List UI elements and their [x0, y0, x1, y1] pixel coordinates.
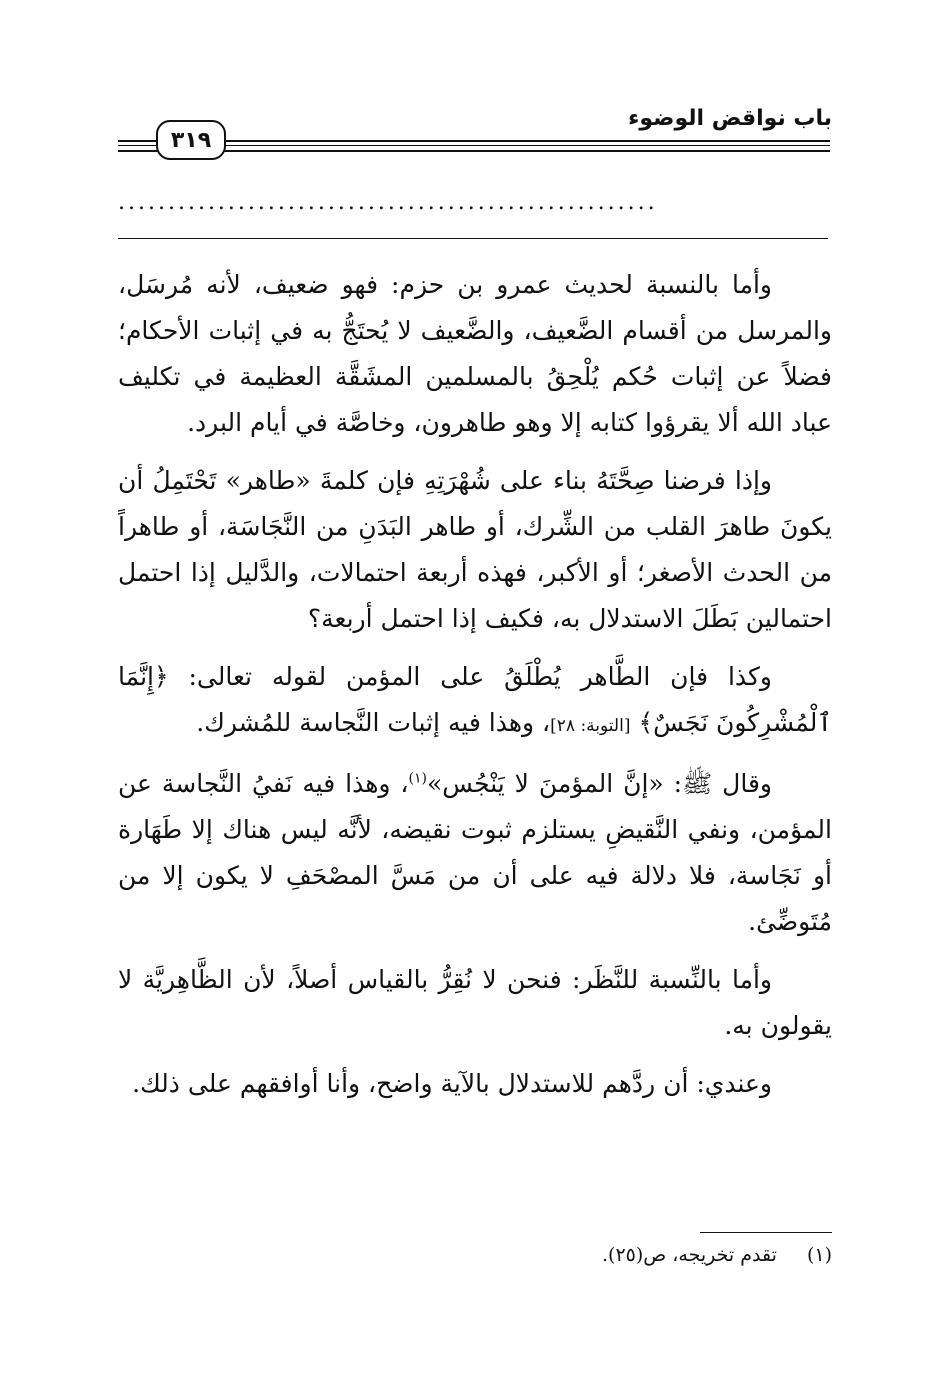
page-number: ٣١٩ — [156, 120, 226, 160]
footnote — [602, 1244, 832, 1266]
footnote-number: (١) — [806, 1244, 832, 1266]
paragraph — [118, 654, 832, 749]
paragraph-text: وقال ﷺ: «إنَّ المؤمنَ لا يَنْجُس» — [426, 769, 772, 798]
paragraph-text: وكذا فإن الطَّاهر يُطْلَقُ على المؤمن لقوله تعالى: ﴿إِنَّمَا ٱلْمُشْرِكُونَ نَجَسٌ﴾ — [118, 662, 832, 737]
quran-citation: [التوبة: ٢٨] — [550, 716, 631, 736]
paragraph-text: ، وهذا فيه نَفيُ النَّجاسة عن المؤمن، ونفي النَّقيضِ يستلزم ثبوت نقيضه، لأنَّه ليس هناك إلا طَهَارة أو نَجَاسة، فلا دلالة فيه على أن من مَسَّ المصْحَفِ لا يكون إلا من مُتَوضِّئ. — [118, 769, 832, 936]
dotted-separator: ...................................................... — [118, 190, 658, 215]
separator-rule — [118, 238, 828, 239]
paragraph: وإذا فرضنا صِحَّتَهُ بناء على شُهْرَتِهِ فإن كلمةَ «طاهر» تَحْتَمِلُ أن يكونَ طاهرَ القلب من الشِّرك، أو طاهر البَدَنِ من النَّجَاسَة، أو طاهراً من الحدث الأصغر؛ أو الأكبر، فهذه أربعة احتمالات، والدَّليل إذا احتمل احتمالين بَطَلَ الاستدلال به، فكيف إذا احتمل أربعة؟ — [118, 466, 832, 633]
footnote-text: تقدم تخريجه، ص(٢٥). — [602, 1244, 777, 1266]
paragraph: وأما بالنِّسبة للنَّظَر: فنحن لا نُقِرُّ بالقياس أصلاً، لأن الظَّاهِريَّة لا يقولون به. — [118, 965, 832, 1040]
body-text — [118, 262, 832, 1119]
running-header-title: باب نواقض الوضوء — [628, 106, 832, 131]
footnote-reference: (١) — [408, 770, 427, 787]
footnote-rule — [700, 1232, 832, 1233]
paragraph — [118, 761, 832, 945]
paragraph: وأما بالنسبة لحديث عمرو بن حزم: فهو ضعيف، لأنه مُرسَل، والمرسل من أقسام الضَّعيف، والضَّعيف لا يُحتَجُّ به في إثبات الأحكام؛ فضلاً عن إثبات حُكم يُلْحِقُ بالمسلمين المشَقَّة العظيمة في تكليف عباد الله ألا يقرؤوا كتابه إلا وهو طاهرون، وخاصَّة في أيام البرد. — [118, 270, 832, 437]
paragraph-text: ، وهذا فيه إثبات النَّجاسة للمُشرك. — [196, 708, 551, 737]
paragraph: وعندي: أن ردَّهم للاستدلال بالآية واضح، وأنا أوافقهم على ذلك. — [132, 1069, 772, 1098]
